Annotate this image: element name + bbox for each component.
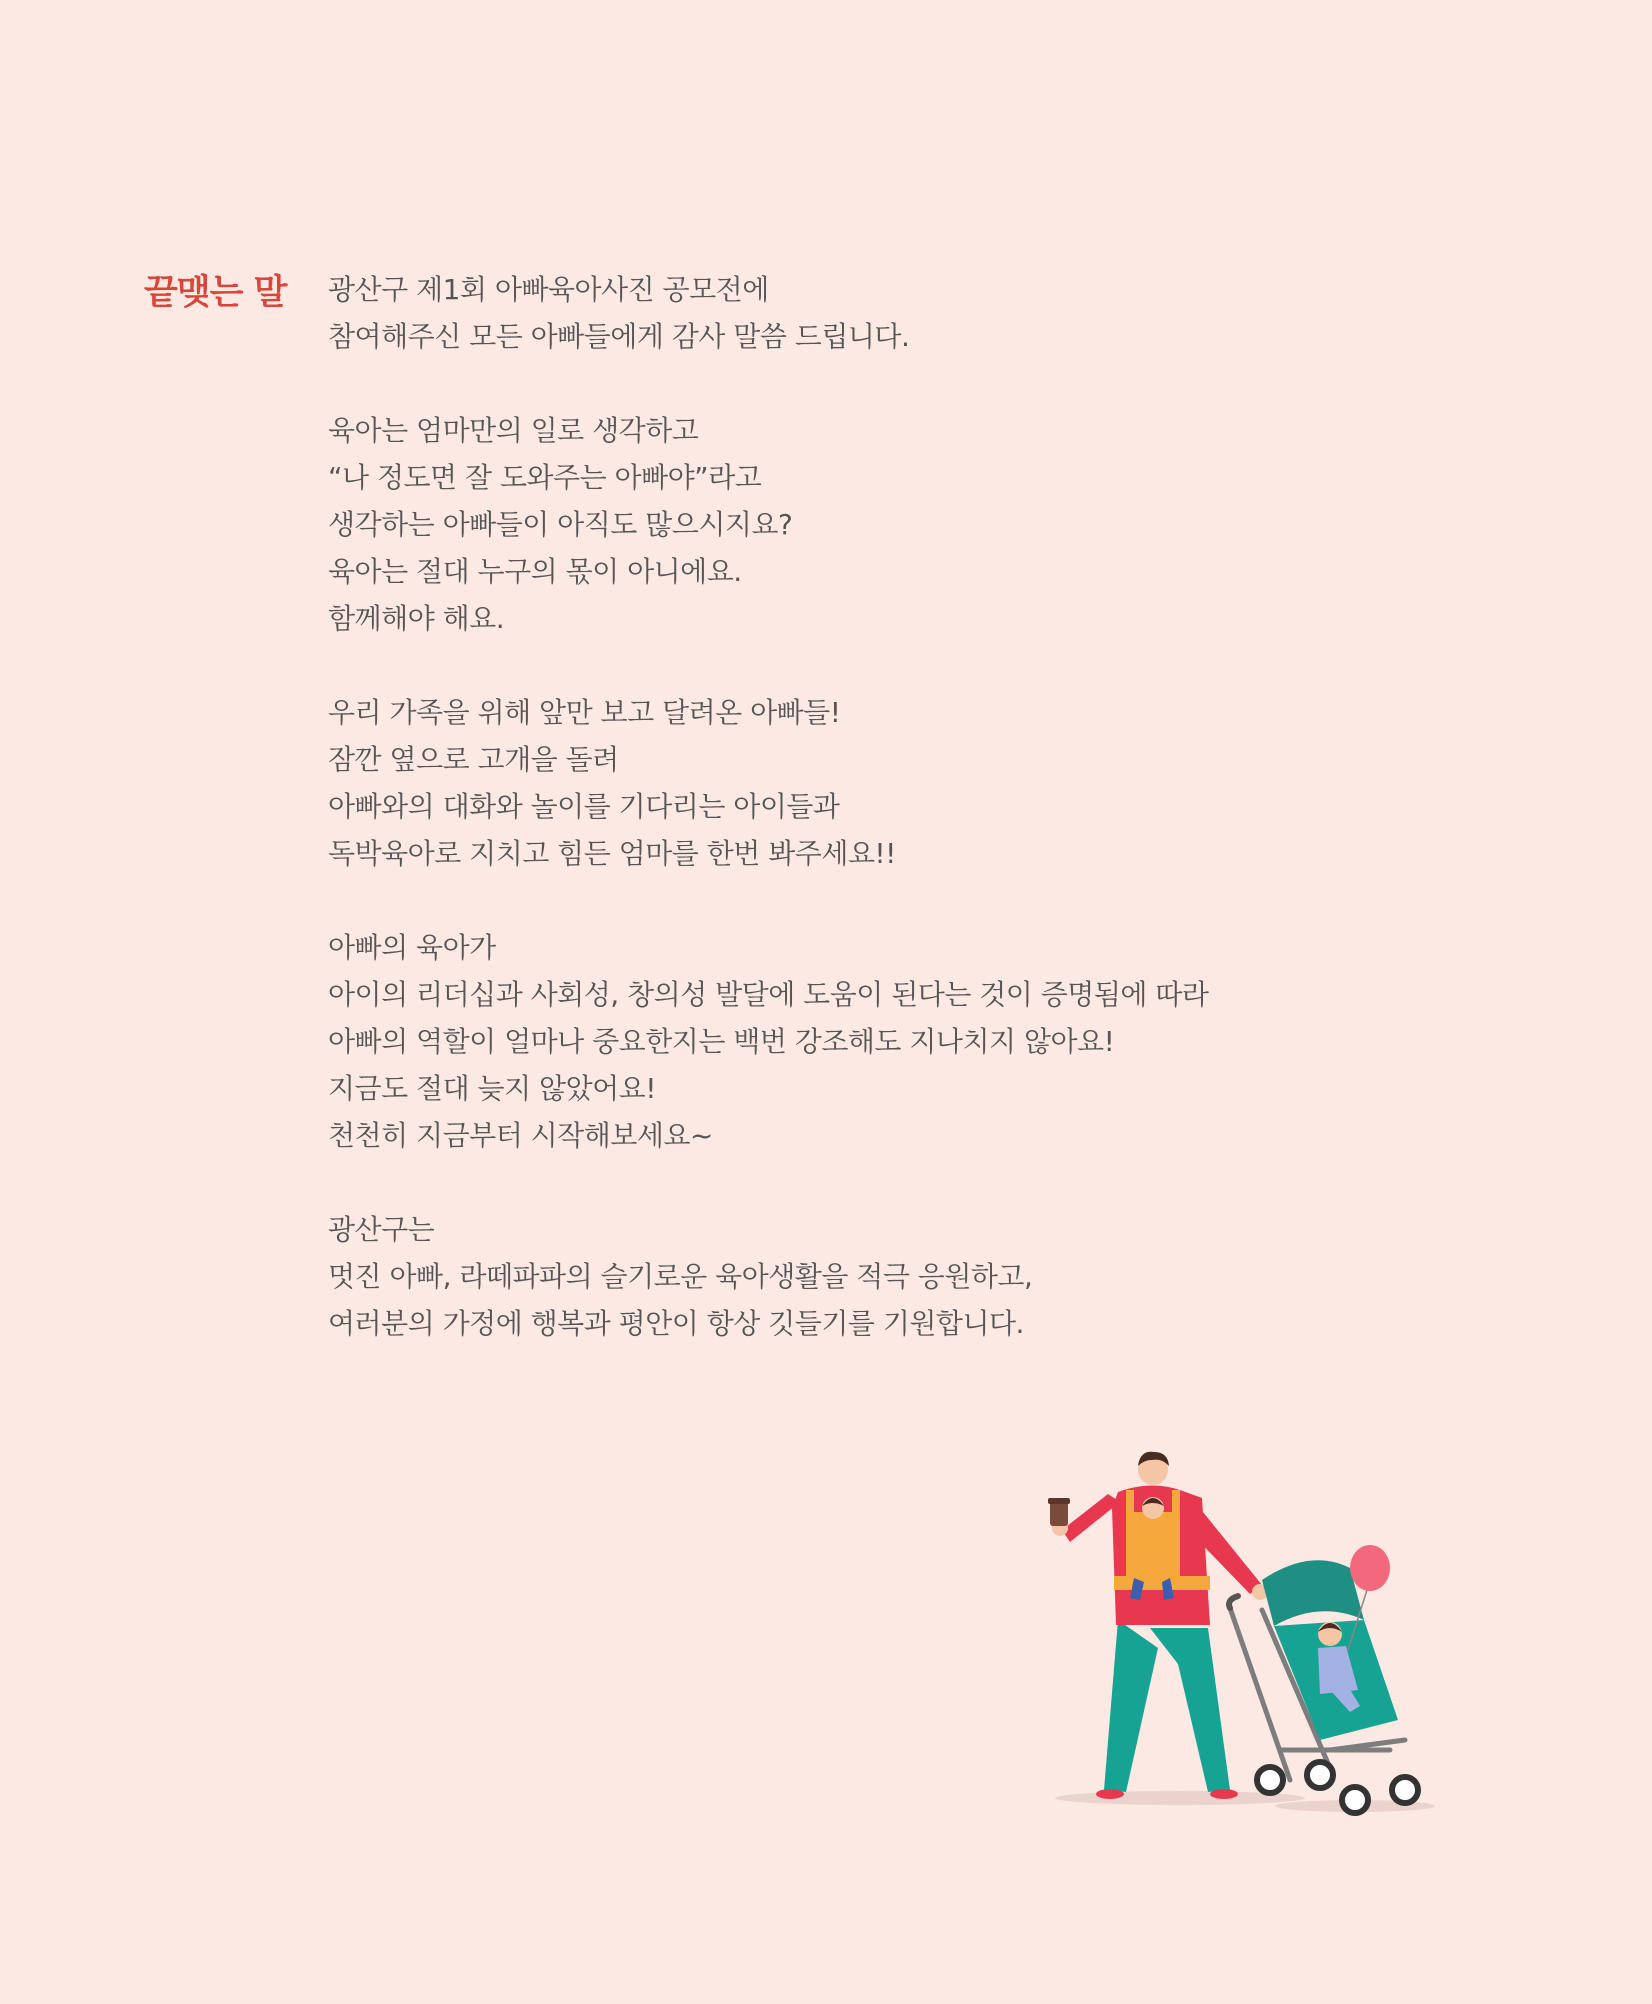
balloon-icon xyxy=(1350,1545,1390,1591)
father-right-shoe xyxy=(1210,1789,1238,1799)
baby-carrier xyxy=(1126,1512,1180,1585)
father-right-leg xyxy=(1150,1628,1230,1792)
text-line: 아빠의 육아가 xyxy=(328,931,496,964)
text-line: 생각하는 아빠들이 아직도 많으시지요? xyxy=(328,508,793,541)
carrier-strap-right xyxy=(1172,1490,1180,1516)
text-line: 독박육아로 지치고 힘든 엄마를 한번 봐주세요!! xyxy=(328,837,896,870)
text-line: “나 정도면 잘 도와주는 아빠야”라고 xyxy=(328,461,762,494)
text-line: 광산구 제1회 아빠육아사진 공모전에 xyxy=(328,273,769,306)
text-line: 여러분의 가정에 행복과 평안이 항상 깃들기를 기원합니다. xyxy=(328,1307,1024,1340)
stroller-canopy xyxy=(1262,1560,1364,1626)
stroller-handle xyxy=(1229,1596,1238,1608)
coffee-lid xyxy=(1048,1498,1070,1504)
paragraph-thanks xyxy=(328,266,1328,360)
father-left-arm xyxy=(1062,1494,1120,1542)
closing-remarks-heading: 끝맺는 말 xyxy=(144,273,287,313)
text-line: 천천히 지금부터 시작해보세요~ xyxy=(328,1119,713,1152)
text-line: 아빠와의 대화와 놀이를 기다리는 아이들과 xyxy=(328,790,840,823)
paragraph-wishes xyxy=(328,1206,1328,1347)
text-line: 참여해주신 모든 아빠들에게 감사 말씀 드립니다. xyxy=(328,320,910,353)
text-line: 아빠의 역할이 얼마나 중요한지는 백번 강조해도 지나치지 않아요! xyxy=(328,1025,1115,1058)
text-line: 육아는 절대 누구의 몫이 아니에요. xyxy=(328,555,742,588)
text-line: 잠깐 옆으로 고개을 돌려 xyxy=(328,743,619,776)
text-line: 육아는 엄마만의 일로 생각하고 xyxy=(328,414,699,447)
paragraph-look-aside xyxy=(328,689,1328,877)
paragraph-shared-parenting xyxy=(328,407,1328,642)
father-left-shoe xyxy=(1096,1789,1124,1799)
text-line: 함께해야 해요. xyxy=(328,602,505,635)
text-line: 아이의 리더십과 사회성, 창의성 발달에 도움이 된다는 것이 증명됨에 따라 xyxy=(328,978,1209,1011)
text-line: 광산구는 xyxy=(328,1213,435,1246)
text-line: 멋진 아빠, 라떼파파의 슬기로운 육아생활을 적극 응원하고, xyxy=(328,1260,1033,1293)
closing-message xyxy=(328,266,1328,1394)
paragraph-dads-role xyxy=(328,924,1328,1159)
father-with-baby-carrier-and-stroller-illustration xyxy=(1030,1450,1450,1820)
carrier-strap-left xyxy=(1126,1490,1134,1516)
carrier-belt xyxy=(1114,1576,1210,1590)
text-line: 지금도 절대 늦지 않았어요! xyxy=(328,1072,656,1105)
text-line: 우리 가족을 위해 앞만 보고 달려온 아빠들! xyxy=(328,696,841,729)
father-left-leg xyxy=(1104,1620,1158,1792)
